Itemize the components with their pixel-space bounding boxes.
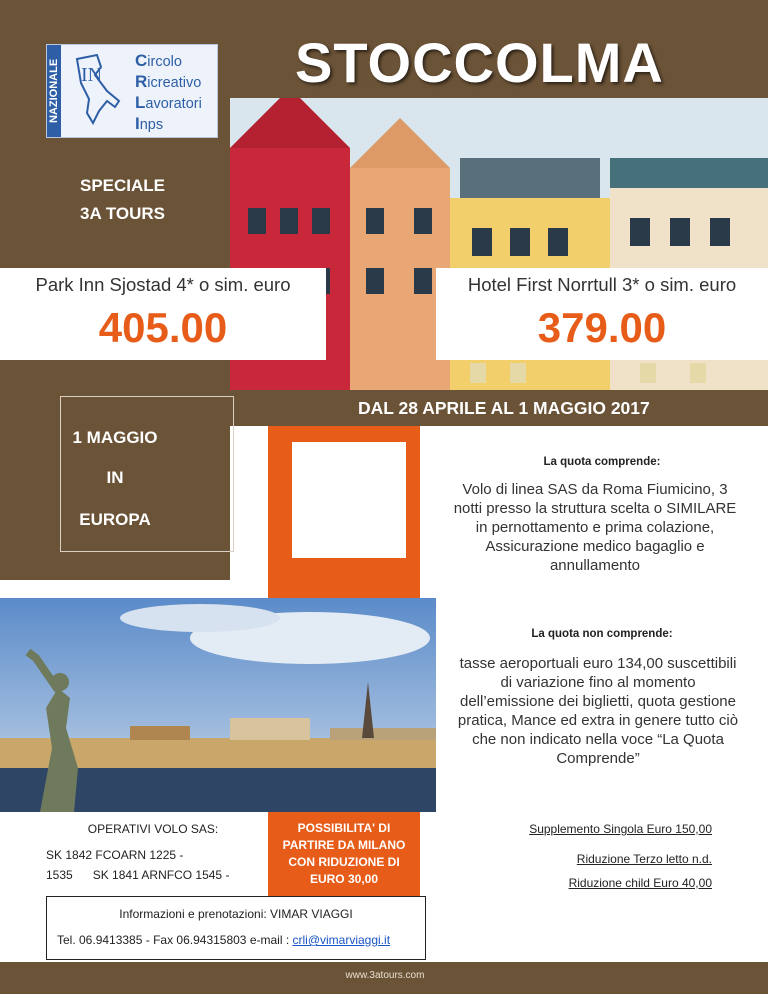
info-phone-fax: Tel. 06.9413385 - Fax 06.94315803 e-mail : [57,933,293,947]
logo-line-3: Lavoratori [135,93,202,112]
website-link[interactable]: www.3atours.com [345,970,425,981]
logo-side-text: NAZIONALE [47,45,61,137]
info-box [46,896,426,960]
info-contacts [57,933,427,947]
event-line2: IN [106,468,124,487]
quota-text: Volo di linea SAS da Roma Fiumicino, 3 notti presso la struttura scelta o SIMILARE in pernottamento e prima colazione, Assicurazione medico bagaglio e annullamento [453,481,737,574]
hotel-name: Park Inn Sjostad 4* o sim. euro [35,274,291,295]
page-title: STOCCOLMA [295,31,664,94]
hotel-price: 379.00 [537,304,667,351]
event-line1: 1 MAGGIO [72,428,158,447]
svg-text:IN: IN [81,64,103,86]
nonquota-text: tasse aeroportuali euro 134,00 suscettibili di variazione fino al momento dell’emissione dei biglietti, quota gestione pratica, Mance ed extra in genere tutto ciò che non indicato nella voce “La Quota Comprende” [457,655,739,767]
hotel-price: 405.00 [98,304,228,351]
hotel-name: Hotel First Norrtull 3* o sim. euro [467,274,737,295]
logo-line-2: Ricreativo [135,72,202,91]
quota-heading: La quota comprende: [543,456,661,468]
logo-text [135,51,219,135]
nonquota-heading: La quota non comprende: [531,628,673,640]
crli-logo [46,44,218,138]
italy-map-icon [67,51,127,131]
logo-line-1: Circolo [135,51,182,70]
speciale-line1: SPECIALE [80,176,166,195]
hotel-price-box-left [0,268,326,360]
supplemento-singola: Supplemento Singola Euro 150,00 [529,822,712,836]
flight-line1: SK 1842 FCOARN 1225 - [46,848,184,862]
riduzione-terzo-letto: Riduzione Terzo letto n.d. [576,852,712,866]
event-line3: EUROPA [79,510,151,529]
email-link[interactable]: crli@vimarviaggi.it [292,933,391,947]
info-agency: Informazioni e prenotazioni: VIMAR VIAGGI [119,907,353,921]
travel-dates: DAL 28 APRILE AL 1 MAGGIO 2017 [358,398,650,418]
milano-departure-box: POSSIBILITA' DI PARTIRE DA MILANO CON RIDUZIONE DI EURO 30,00 [268,812,420,910]
speciale-line2: 3A TOURS [80,204,166,223]
orange-decor-inner [292,442,406,558]
speciale-box [38,158,230,244]
waterfront-photo [0,598,436,812]
flight-line2: 1535 SK 1841 ARNFCO 1545 - [46,868,230,882]
flights-heading: OPERATIVI VOLO SAS: [87,822,219,836]
riduzione-child: Riduzione child Euro 40,00 [568,876,712,890]
logo-line-4: Inps [135,114,164,133]
hotel-price-box-right [436,268,768,360]
